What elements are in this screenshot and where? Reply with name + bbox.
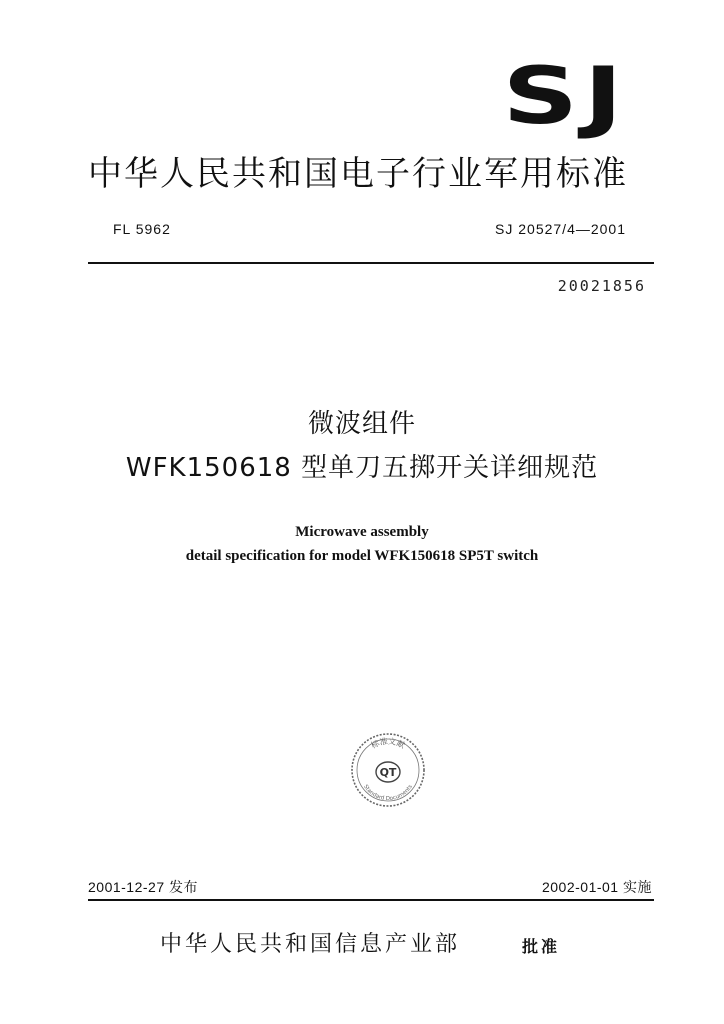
english-title-line-2: detail specification for model WFK150618 SP5T switch: [185, 548, 539, 564]
qt-seal-stamp: [348, 730, 428, 810]
top-divider: [88, 262, 654, 264]
implementation-date: 2002-01-01 实施: [541, 879, 652, 895]
chinese-title-line-1: 微波组件: [307, 409, 416, 439]
issue-date: 2001-12-27 发布: [88, 879, 199, 895]
bottom-divider: [88, 899, 654, 901]
serial-number: 20021856: [557, 277, 646, 295]
issuing-authority: 中华人民共和国信息产业部: [160, 932, 461, 957]
sj-logo: SJ: [502, 52, 628, 142]
seal-top-text: [369, 736, 407, 751]
seal-bottom-textpath: Standard Documents: [362, 783, 414, 803]
seal-bottom-text: [362, 784, 414, 802]
approve-label: 批准: [522, 937, 561, 956]
classification-code: FL 5962: [113, 221, 171, 237]
english-title-line-1: Microwave assembly: [295, 524, 429, 540]
standard-number: SJ 20527/4—2001: [495, 221, 626, 237]
standard-category-title: 中华人民共和国电子行业军用标准: [88, 154, 628, 194]
chinese-title-line-2: WFK150618 型单刀五掷开关详细规范: [125, 453, 599, 483]
seal-center-text: QT: [379, 766, 397, 779]
seal-top-textpath: 标准文献: [369, 736, 407, 751]
